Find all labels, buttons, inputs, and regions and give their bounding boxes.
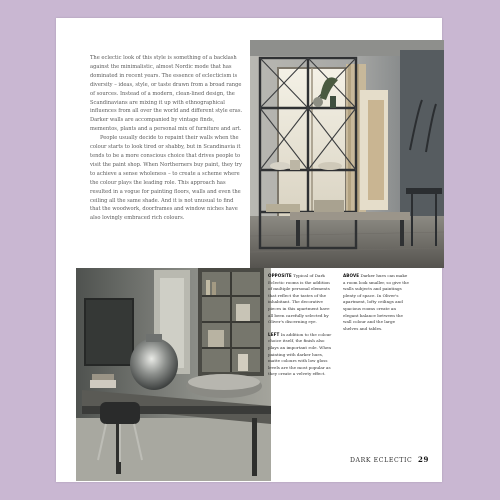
- caption-opposite-lead: OPPOSITE: [268, 273, 292, 278]
- body-text: [90, 54, 244, 223]
- caption-left: [268, 332, 333, 378]
- caption-column-left: [268, 273, 333, 384]
- caption-above-text: Darker hues can make a room look smaller, so give the walls subjects and paintings plenty of space. In Oliver's apartment, lofty ceilings and spacious rooms create an elegant balance between the wall colour and the large shelves and tables.: [343, 273, 409, 331]
- body-paragraph-1: The eclectic look of this style is something of a backlash against the minimalistic, almost Nordic mode that has dominated in recent years. The essence of eclecticism is diversity – ideas, style, or taste drawn from a broad range of sources. Instead of a modern, clean-lined design, the Scandinavians are mixing it up with ethnographical influences from all over the world and different style eras. Darker walls are accompanied by vintage finds, mementos, plants and a personal mix of furniture and art.: [90, 55, 243, 133]
- book-page: [56, 18, 442, 482]
- caption-above-lead: ABOVE: [343, 273, 360, 278]
- caption-opposite-text: Typical of Dark Eclectic rooms is the addition of multiple personal elements that reflect the tastes of the inhabitant. The decorative pieces in this apartment have all been carefully selected by Oliver's discerning eye.: [268, 273, 330, 325]
- caption-left-text: In addition to the colour choice itself, the finish also plays an important role. When painting with darker hues, matte colours with low gloss levels are the most popular as they create a velvety effect.: [268, 331, 332, 377]
- shelving-room-illustration: [250, 40, 444, 268]
- caption-opposite: [268, 273, 333, 326]
- page-footer: [350, 455, 429, 464]
- dark-study-illustration: [76, 268, 271, 481]
- page-number: 29: [417, 455, 429, 464]
- photo-dark-study: [76, 268, 271, 481]
- caption-left-lead: LEFT: [268, 331, 280, 337]
- photo-shelving-room: [250, 40, 444, 268]
- caption-column-right: [343, 273, 409, 338]
- body-paragraph-2: People usually decide to repaint their walls when the colour starts to look tired or shabby, but in Scandinavia it tends to be a more conscious choice that drives people to visit the paint shop. When Northerners buy paint, they try to achieve a sense wholeness – to create a scheme where the colour plays the leading role. This approach has resulted in a vogue for painting floors, walls and even the ceiling all the same shade. And it is not unusual to find that the woodwork, doorframes and window niches have also lovingly embraced rich colours.: [90, 135, 242, 222]
- caption-above: [343, 273, 409, 332]
- footer-section-title: DARK ECLECTIC: [350, 457, 413, 464]
